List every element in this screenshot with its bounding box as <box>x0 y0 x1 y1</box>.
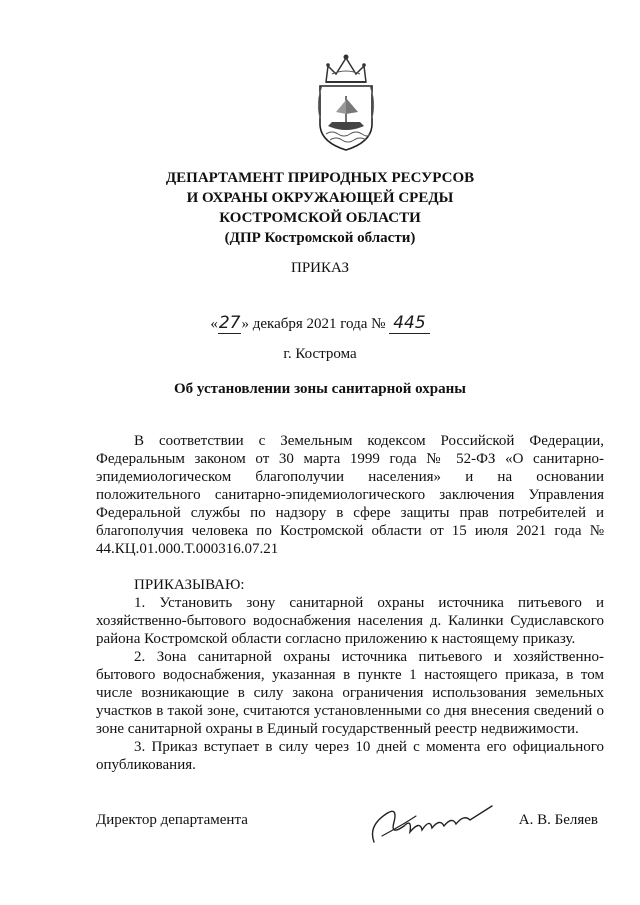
document-city: г. Кострома <box>283 346 357 362</box>
document-date-line <box>0 313 640 334</box>
signer-name: А. В. Беляев <box>518 812 598 828</box>
issuer-line: КОСТРОМСКОЙ ОБЛАСТИ <box>219 210 421 226</box>
document-body <box>96 432 604 774</box>
order-item: 2. Зона санитарной охраны источника питьевого и хозяйственно-бытового водоснабжения, указанная в пункте 1 настоящего приказа, в том числе возникающие в силу закона ограничения использования земельных участков в такой зоне, считаются установленными со дня внесения сведений о зоне санитарной охраны в Единый государственный реестр недвижимости. <box>96 649 604 737</box>
issuer-short-name: (ДПР Костромской области) <box>224 230 416 246</box>
kostroma-coat-of-arms-icon <box>312 52 380 152</box>
preamble-paragraph: В соответствии с Земельным кодексом Российской Федерации, Федеральным законом от 30 марта 1999 года № 52-ФЗ «О санитарно-эпидемиологическом благополучии населения» и на основании положительного санитарно-эпидемиологического заключения Управления Федеральной службы по надзору в сфере защиты прав потребителей и благополучия человека по Костромской области от 15 июля 2021 года № 44.КЦ.01.000.Т.000316.07.21 <box>96 433 604 557</box>
document-subject: Об установлении зоны санитарной охраны <box>173 381 466 397</box>
order-item: 3. Приказ вступает в силу через 10 дней с момента его официального опубликования. <box>96 739 604 773</box>
signer-position: Директор департамента <box>96 812 248 828</box>
date-close-quote: » <box>241 316 249 332</box>
signature-block <box>96 806 604 846</box>
handwritten-signature-icon <box>364 796 504 848</box>
order-word: ПРИКАЗЫВАЮ: <box>134 577 245 593</box>
issuer-line: ДЕПАРТАМЕНТ ПРИРОДНЫХ РЕСУРСОВ <box>165 170 475 186</box>
handwritten-day: 27 <box>218 313 241 333</box>
order-item: 1. Установить зону санитарной охраны источника питьевого и хозяйственно-бытового водоснабжения населения д. Калинки Судиславского района Костромской области согласно приложению к настоящему приказу. <box>96 595 604 647</box>
issuer-line: И ОХРАНЫ ОКРУЖАЮЩЕЙ СРЕДЫ <box>186 190 454 206</box>
document-type: ПРИКАЗ <box>291 260 349 276</box>
date-open-quote: « <box>210 316 218 332</box>
handwritten-order-number: 445 <box>389 313 429 334</box>
issuer-header <box>0 168 640 248</box>
date-month-year: декабря 2021 года № <box>248 316 390 332</box>
